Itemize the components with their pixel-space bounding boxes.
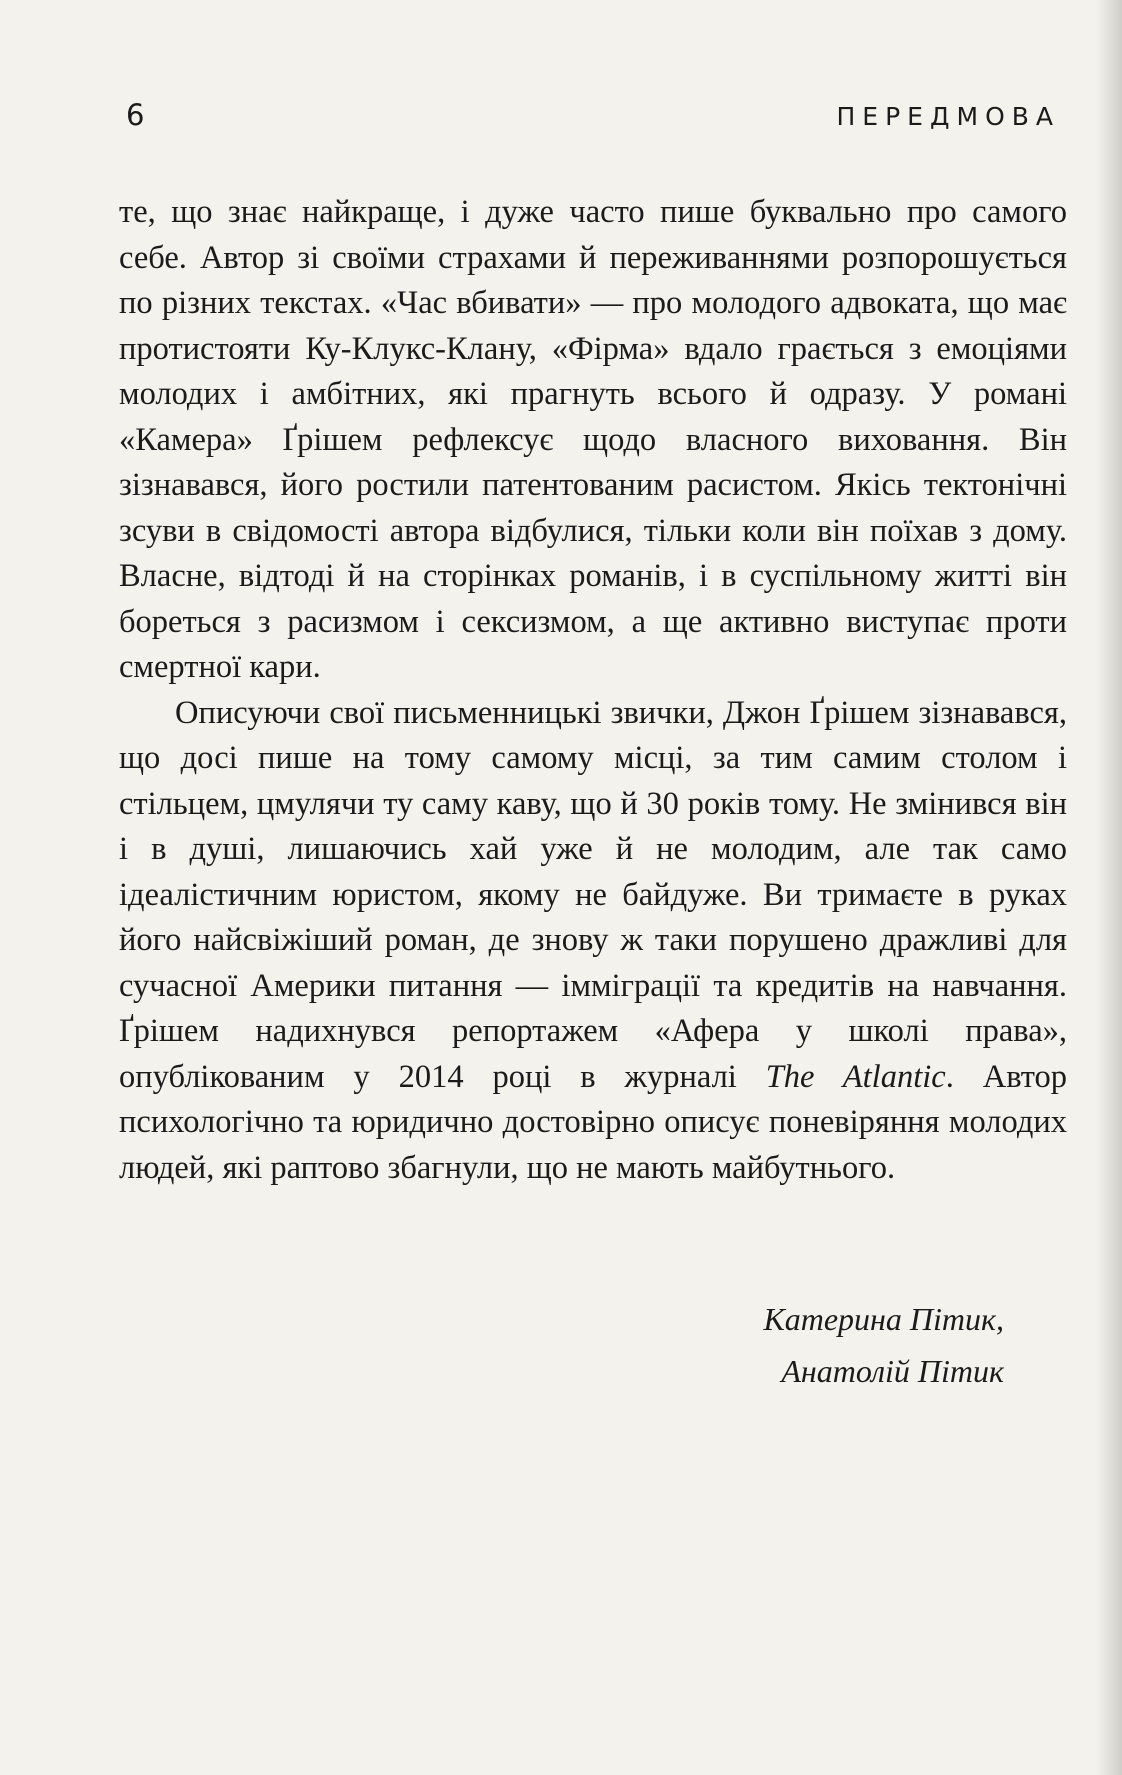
signature: [763, 1293, 1004, 1397]
paragraph-2-text-end: . Автор психологічно та юридично достовірно описує поневіряння молодих людей, які раптово збагнули, що не мають майбутнього.: [119, 1058, 1068, 1186]
paragraph-1: те, що знає найкраще, і дуже часто пише буквально про самого себе. Автор зі своїми страхами й переживаннями розпорошується по різних текстах. «Час вбивати» — про молодого адвоката, що має протистояти Ку-Клукс-Клану, «Фірма» вдало грається з емоціями молодих і амбітних, які прагнуть всього й одразу. У романі «Камера» Ґрішем рефлексує щодо власного виховання. Він зізнавався, його ростили патентованим расистом. Якісь тектонічні зсуви в свідомості автора відбулися, тільки коли він поїхав з дому. Власне, відтоді й на сторінках романів, і в суспільному житті він бореться з расизмом і сексизмом, а ще активно виступає проти смертної кари.: [119, 194, 1067, 685]
body-text: [119, 190, 1067, 1191]
paragraph-2-text-start: Описуючи свої письменницькі звички, Джон Ґрішем зізнавався, що досі пише на тому самому місці, за тим самим столом і стільцем, цмулячи ту саму каву, що й 30 років тому. Не змінився він і в душі, лишаючись хай уже й не молодим, але так само ідеалістичним юристом, якому не байдуже. Ви тримаєте в руках його найсвіжіший роман, де знову ж таки порушено дражливі для сучасної Америки питання — імміграції та кредитів на навчання. Ґрішем надихнувся репортажем «Афера у школі права», опублікованим у 2014 році в журналі: [119, 694, 1067, 1095]
signature-author-2: Анатолій Пітик: [781, 1353, 1004, 1389]
running-head: ПЕРЕДМОВА: [836, 102, 1060, 131]
page-header: [126, 92, 1070, 136]
magazine-title: The Atlantic: [765, 1058, 946, 1095]
page-edge-shadow: [1096, 0, 1122, 1775]
paragraph-2: [119, 691, 1067, 1192]
page-number: 6: [126, 98, 145, 132]
signature-author-1: Катерина Пітик,: [763, 1301, 1004, 1337]
